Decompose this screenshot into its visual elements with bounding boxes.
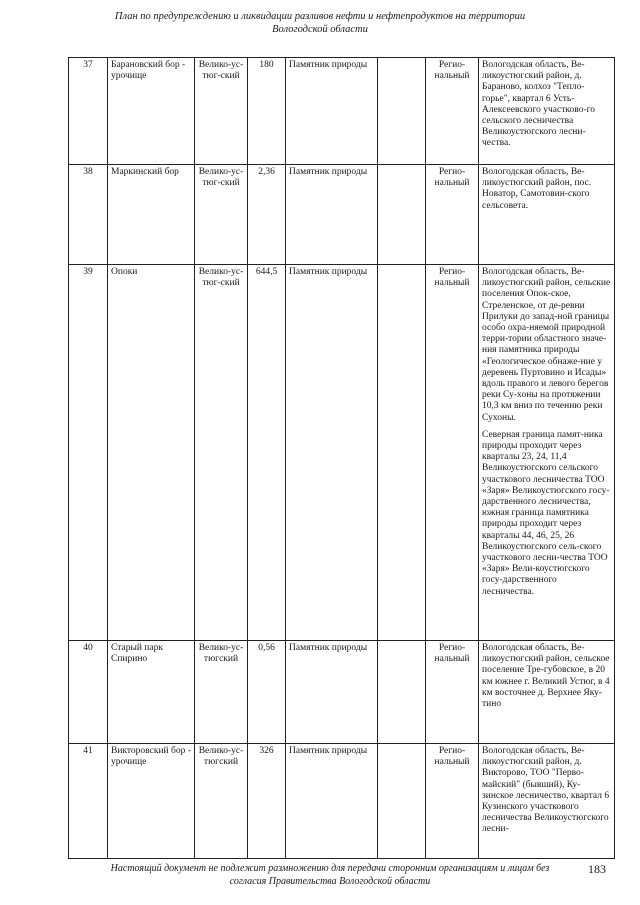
page-header <box>0 10 640 36</box>
page-number: 183 <box>588 862 606 876</box>
row-number-cell: 40 <box>69 641 108 744</box>
location-description-cell <box>479 165 615 265</box>
table-row <box>69 58 615 165</box>
object-name-cell: Маркинский бор <box>108 165 195 265</box>
row-number-cell: 38 <box>69 165 108 265</box>
category-cell: Памятник природы <box>286 641 378 744</box>
significance-cell: Регио-нальный <box>426 265 479 641</box>
significance-cell: Регио-нальный <box>426 58 479 165</box>
blank-cell-cell <box>378 641 426 744</box>
area-cell: 2,36 <box>248 165 286 265</box>
category-cell: Памятник природы <box>286 58 378 165</box>
blank-cell-cell <box>378 265 426 641</box>
location-paragraph: Вологодская область, Ве-ликоустюгский район, д. Викторово, ТОО "Перво-майский" (бывший), Ку-зинское лесничество, квартал 6 Кузинского участкового лесничества Великоустюгского лесни- <box>482 746 610 835</box>
object-name-cell: Старый парк Спирино <box>108 641 195 744</box>
location-description-cell <box>479 265 615 641</box>
category-cell: Памятник природы <box>286 265 378 641</box>
footer-line-1: Настоящий документ не подлежит размножению для передачи сторонним организациям и лицам без <box>110 863 550 874</box>
district-cell: Велико-ус- тюг-ский <box>195 265 248 641</box>
location-paragraph: Вологодская область, Ве-ликоустюгский район, сельское поселение Тре-губовское, в 20 км южнее г. Великий Устюг, в 4 км восточнее д. Верхнее Яку-тино <box>482 643 610 710</box>
district-cell: Велико-ус-тюгский <box>195 641 248 744</box>
location-description-cell <box>479 641 615 744</box>
object-name-cell: Опоки <box>108 265 195 641</box>
district-cell: Велико-ус-тюгский <box>195 744 248 859</box>
table-row <box>69 641 615 744</box>
category-cell: Памятник природы <box>286 744 378 859</box>
table-row <box>69 265 615 641</box>
district-cell: Велико-ус- тюг-ский <box>195 165 248 265</box>
blank-cell-cell <box>378 58 426 165</box>
category-cell: Памятник природы <box>286 165 378 265</box>
object-name-cell: Барановский бор - урочище <box>108 58 195 165</box>
location-paragraph: Северная граница памят-ника природы проходит через кварталы 23, 24, 11,4 Великоустюгского сельского участкового лесничества ТОО «Заря» Великоустюгского госу-дарственного лесничества, южная граница памятника природы проходит через кварталы 44, 46, 25, 26 Великоустюгского сель-ского участкового лесни-чества ТОО «Заря» Вели-коустюгского госу-дарственного лесничества. <box>482 429 610 597</box>
table-row <box>69 165 615 265</box>
location-paragraph: Вологодская область, Ве-ликоустюгский район, д. Бараново, колхоз "Тепло-горье", квартал 6 Усть-Алексеевского участково-го сельского лесничества Великоустюгского лесни-чества. <box>482 60 596 149</box>
row-number-cell: 41 <box>69 744 108 859</box>
significance-cell: Регио-нальный <box>426 165 479 265</box>
table-body <box>69 58 615 859</box>
footer-line-2: согласия Правительства Вологодской области <box>229 876 431 887</box>
table-row <box>69 744 615 859</box>
blank-cell-cell <box>378 744 426 859</box>
header-line-1: План по предупреждению и ликвидации разливов нефти и нефтепродуктов на территории <box>114 11 526 22</box>
significance-cell: Регио-нальный <box>426 641 479 744</box>
location-paragraph: Вологодская область, Ве-ликоустюгский район, сельские поселения Опок-ское, Стреленское, от де-ревни Прилуки до запад-ной границы особо охра-няемой природной терри-тории областного значе-ния памятника природы «Геологическое обнаже-ние у деревень Пуртовино и Исады» вдоль правого и левого берегов реки Су-хоны на протяжении 10,3 км вниз по течению реки Сухоны. <box>482 267 611 423</box>
area-cell: 0,56 <box>248 641 286 744</box>
significance-cell: Регио-нальный <box>426 744 479 859</box>
location-description-cell <box>479 58 615 165</box>
row-number-cell: 37 <box>69 58 108 165</box>
header-line-2: Вологодской области <box>272 24 368 35</box>
protected-areas-table <box>68 57 615 859</box>
footer-notice <box>80 862 580 888</box>
location-description-cell <box>479 744 615 859</box>
area-cell: 326 <box>248 744 286 859</box>
district-cell: Велико-ус- тюг-ский <box>195 58 248 165</box>
row-number-cell: 39 <box>69 265 108 641</box>
blank-cell-cell <box>378 165 426 265</box>
area-cell: 180 <box>248 58 286 165</box>
location-paragraph: Вологодская область, Ве-ликоустюгский район, пос. Новатор, Самотовин-ского сельсовета. <box>482 167 592 211</box>
area-cell: 644,5 <box>248 265 286 641</box>
object-name-cell: Викторовский бор - урочище <box>108 744 195 859</box>
